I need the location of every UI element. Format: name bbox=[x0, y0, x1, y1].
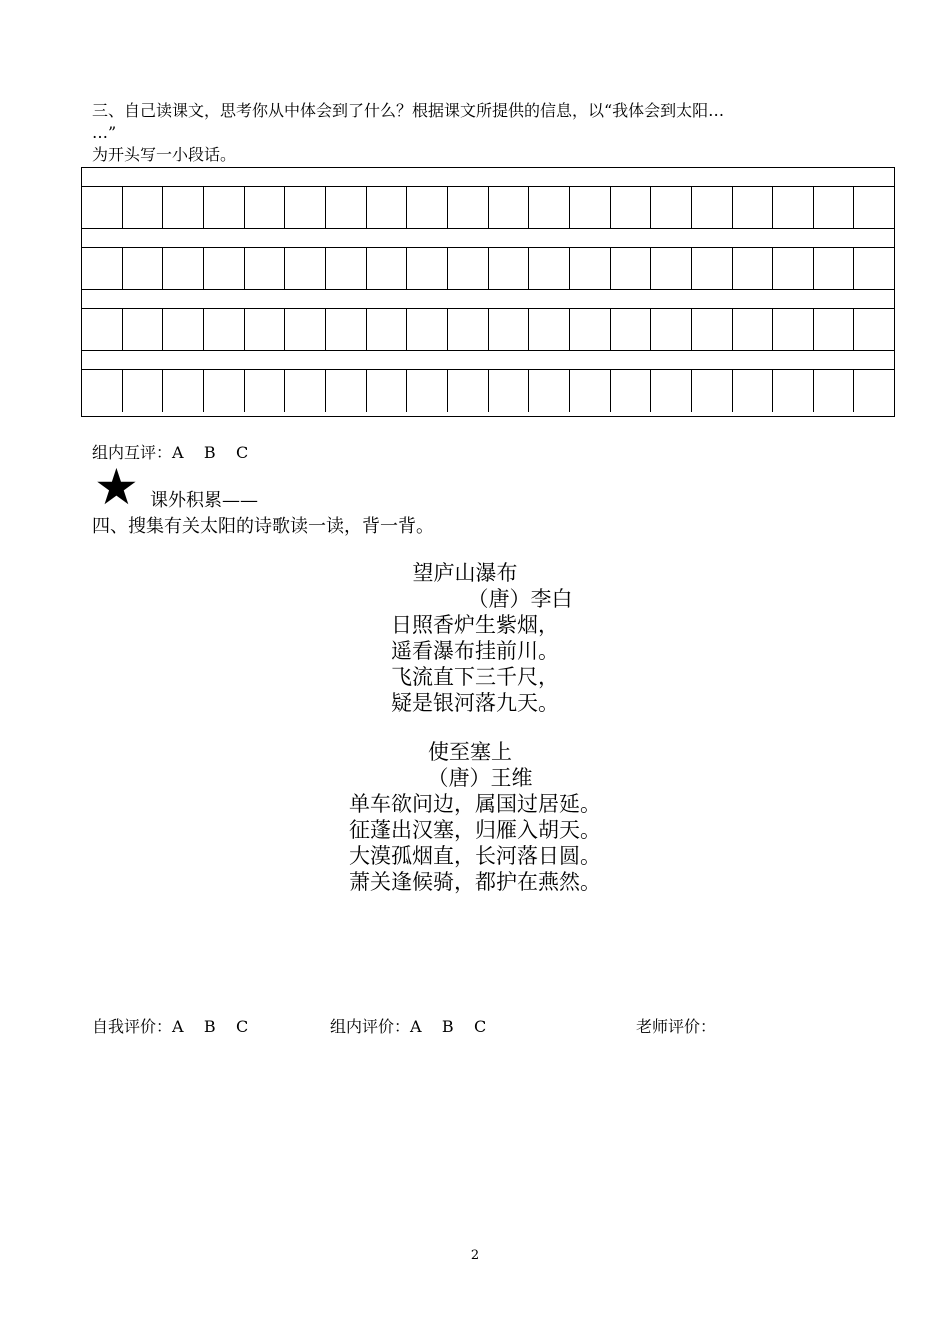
teacher-evaluation: 老师评价： bbox=[636, 1017, 717, 1036]
grid-cell[interactable] bbox=[82, 309, 123, 350]
grid-cell[interactable] bbox=[651, 370, 692, 412]
grid-cell[interactable] bbox=[285, 309, 326, 350]
grid-cell[interactable] bbox=[854, 370, 894, 412]
grid-cell[interactable] bbox=[733, 248, 774, 289]
grid-cell[interactable] bbox=[448, 370, 489, 412]
grid-cell[interactable] bbox=[245, 370, 286, 412]
poem-1-line: 日照香炉生紫烟， bbox=[391, 613, 559, 637]
grid-cell[interactable] bbox=[163, 248, 204, 289]
grid-cell[interactable] bbox=[651, 309, 692, 350]
grid-cell[interactable] bbox=[123, 309, 164, 350]
poem-2-line: 单车欲问边，属国过居延。 bbox=[349, 792, 601, 816]
grid-cell[interactable] bbox=[814, 187, 855, 228]
grid-cell[interactable] bbox=[489, 248, 530, 289]
grid-cell[interactable] bbox=[367, 248, 408, 289]
grid-cell[interactable] bbox=[407, 370, 448, 412]
poem-1-title: 望庐山瀑布 bbox=[412, 561, 518, 585]
grid-cell[interactable] bbox=[651, 187, 692, 228]
grid-cell[interactable] bbox=[326, 309, 367, 350]
grid-cell[interactable] bbox=[570, 309, 611, 350]
grid-cell[interactable] bbox=[529, 187, 570, 228]
grid-spacer bbox=[82, 229, 894, 248]
section-extra-heading: 课外积累—— bbox=[150, 490, 258, 511]
grid-cell[interactable] bbox=[733, 187, 774, 228]
grid-cell[interactable] bbox=[245, 187, 286, 228]
grid-cell[interactable] bbox=[489, 370, 530, 412]
grid-cell[interactable] bbox=[326, 370, 367, 412]
grid-cell[interactable] bbox=[448, 309, 489, 350]
grid-cell[interactable] bbox=[570, 370, 611, 412]
grid-cell[interactable] bbox=[407, 187, 448, 228]
grid-cell[interactable] bbox=[407, 248, 448, 289]
grid-cell[interactable] bbox=[529, 309, 570, 350]
page-number: 2 bbox=[470, 1248, 480, 1263]
grid-cell[interactable] bbox=[773, 309, 814, 350]
grid-cell[interactable] bbox=[814, 370, 855, 412]
grid-cell[interactable] bbox=[692, 309, 733, 350]
grid-cell[interactable] bbox=[814, 309, 855, 350]
poem-2-author: （唐）王维 bbox=[427, 766, 533, 790]
poem-2-title: 使至塞上 bbox=[428, 740, 512, 764]
grid-cell[interactable] bbox=[204, 370, 245, 412]
poem-2-line: 萧关逢候骑，都护在燕然。 bbox=[349, 870, 601, 894]
grid-cell[interactable] bbox=[733, 370, 774, 412]
grid-cell[interactable] bbox=[367, 187, 408, 228]
grid-cell[interactable] bbox=[407, 309, 448, 350]
grid-cell[interactable] bbox=[611, 248, 652, 289]
grid-cell[interactable] bbox=[773, 370, 814, 412]
grid-cell[interactable] bbox=[529, 248, 570, 289]
question-3-line1-tail: …” bbox=[92, 123, 117, 142]
grid-cell[interactable] bbox=[204, 187, 245, 228]
grid-cell[interactable] bbox=[692, 187, 733, 228]
grid-cell[interactable] bbox=[367, 370, 408, 412]
grid-cell[interactable] bbox=[285, 187, 326, 228]
grid-cell[interactable] bbox=[692, 370, 733, 412]
grid-cell[interactable] bbox=[123, 187, 164, 228]
question-3-line1: 三、自己读课文，思考你从中体会到了什么？根据课文所提供的信息，以“我体会到太阳… bbox=[92, 101, 725, 120]
grid-cell[interactable] bbox=[611, 309, 652, 350]
grid-cell[interactable] bbox=[163, 187, 204, 228]
grid-spacer bbox=[82, 351, 894, 370]
grid-cell[interactable] bbox=[326, 187, 367, 228]
poem-1 bbox=[0, 560, 950, 716]
group-evaluation: 组内评价：A B C bbox=[330, 1017, 487, 1036]
grid-cell[interactable] bbox=[82, 248, 123, 289]
grid-cell[interactable] bbox=[570, 187, 611, 228]
grid-cell[interactable] bbox=[529, 370, 570, 412]
grid-row bbox=[82, 370, 894, 412]
grid-cell[interactable] bbox=[570, 248, 611, 289]
grid-cell[interactable] bbox=[82, 187, 123, 228]
star-icon: ★ bbox=[94, 458, 139, 516]
grid-cell[interactable] bbox=[611, 370, 652, 412]
poem-1-author: （唐）李白 bbox=[467, 587, 573, 611]
poem-1-line: 遥看瀑布挂前川。 bbox=[391, 639, 559, 663]
poem-2 bbox=[0, 739, 950, 895]
grid-cell[interactable] bbox=[82, 370, 123, 412]
grid-cell[interactable] bbox=[733, 309, 774, 350]
grid-cell[interactable] bbox=[367, 309, 408, 350]
grid-row bbox=[82, 248, 894, 290]
poem-2-line: 大漠孤烟直，长河落日圆。 bbox=[349, 844, 601, 868]
grid-cell[interactable] bbox=[814, 248, 855, 289]
grid-cell[interactable] bbox=[285, 248, 326, 289]
grid-cell[interactable] bbox=[611, 187, 652, 228]
grid-cell[interactable] bbox=[854, 248, 894, 289]
grid-cell[interactable] bbox=[123, 370, 164, 412]
grid-row bbox=[82, 309, 894, 351]
writing-grid[interactable] bbox=[81, 167, 895, 417]
grid-cell[interactable] bbox=[692, 248, 733, 289]
poem-2-line: 征蓬出汉塞，归雁入胡天。 bbox=[349, 818, 601, 842]
grid-cell[interactable] bbox=[245, 248, 286, 289]
grid-cell[interactable] bbox=[163, 370, 204, 412]
grid-spacer bbox=[82, 168, 894, 187]
grid-cell[interactable] bbox=[448, 248, 489, 289]
grid-cell[interactable] bbox=[285, 370, 326, 412]
grid-cell[interactable] bbox=[448, 187, 489, 228]
grid-cell[interactable] bbox=[773, 248, 814, 289]
poem-1-line: 飞流直下三千尺， bbox=[391, 665, 559, 689]
peer-review: 组内互评：A B C bbox=[92, 443, 249, 462]
grid-cell[interactable] bbox=[326, 248, 367, 289]
grid-cell[interactable] bbox=[204, 248, 245, 289]
grid-row bbox=[82, 187, 894, 229]
grid-cell[interactable] bbox=[651, 248, 692, 289]
grid-spacer bbox=[82, 290, 894, 309]
question-4: 四、搜集有关太阳的诗歌读一读，背一背。 bbox=[92, 516, 434, 537]
grid-cell[interactable] bbox=[204, 309, 245, 350]
grid-cell[interactable] bbox=[489, 309, 530, 350]
grid-cell[interactable] bbox=[163, 309, 204, 350]
grid-cell[interactable] bbox=[245, 309, 286, 350]
grid-cell[interactable] bbox=[489, 187, 530, 228]
poem-1-line: 疑是银河落九天。 bbox=[391, 691, 559, 715]
question-3 bbox=[92, 100, 882, 166]
grid-cell[interactable] bbox=[854, 187, 894, 228]
grid-cell[interactable] bbox=[773, 187, 814, 228]
self-evaluation: 自我评价：A B C bbox=[92, 1017, 249, 1036]
grid-cell[interactable] bbox=[123, 248, 164, 289]
question-3-line2: 为开头写一小段话。 bbox=[92, 145, 237, 164]
grid-cell[interactable] bbox=[854, 309, 894, 350]
